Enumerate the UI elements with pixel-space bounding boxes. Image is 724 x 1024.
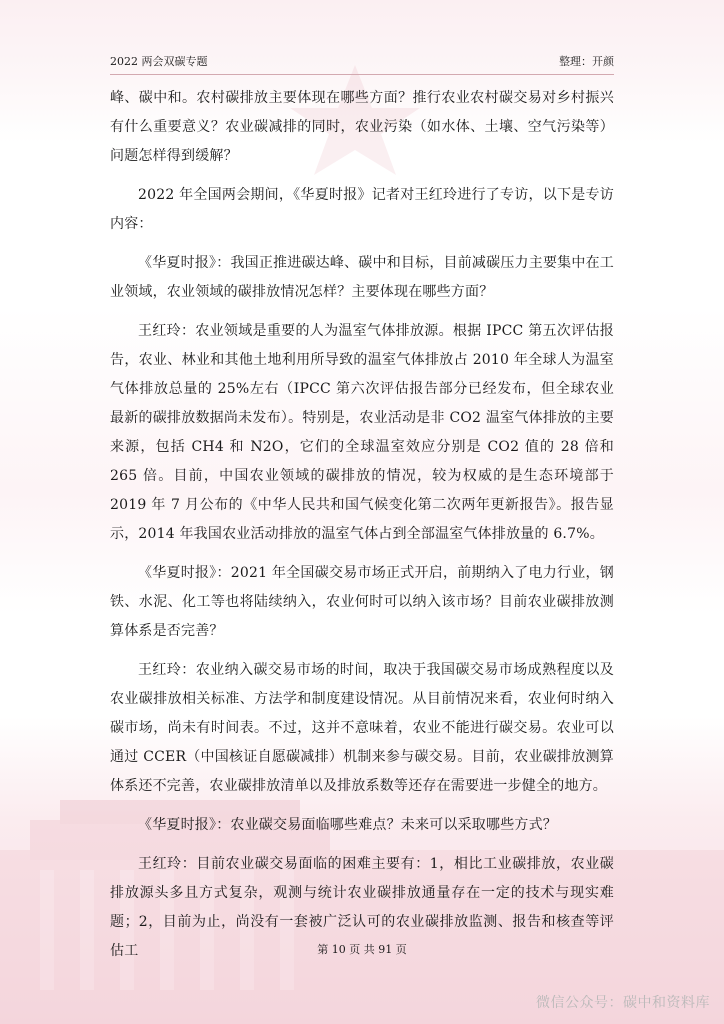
question-paragraph: 《华夏时报》：农业碳交易面临哪些难点？未来可以采取哪些方式？	[138, 817, 557, 833]
answer-paragraph: 王红玲：目前农业碳交易面临的困难主要有：1，相比工业碳排放，农业碳排放源头多且方式复杂，观测与统计农业碳排放通量存在一定的技术与现实难题；2，目前为止，尚没有一套被广泛认可的农业碳排放监测、报告和核查等评估工	[110, 856, 614, 959]
page-header	[110, 50, 614, 72]
header-author: 整理：开颜	[559, 55, 614, 68]
header-title: 2022 两会双碳专题	[110, 55, 208, 68]
wechat-watermark: 微信公众号：碳中和资料库	[536, 995, 710, 1011]
question-paragraph: 《华夏时报》：2021 年全国碳交易市场正式开启，前期纳入了电力行业，钢铁、水泥、化工等也将陆续纳入，农业何时可以纳入该市场？目前农业碳排放测算体系是否完善？	[110, 565, 614, 639]
page-number: 第 10 页 共 91 页	[317, 943, 407, 956]
paragraph-intro: 2022 年全国两会期间，《华夏时报》记者对王红玲进行了专访，以下是专访内容：	[110, 187, 614, 232]
document-body	[110, 84, 614, 976]
paragraph-continued: 峰、碳中和。农村碳排放主要体现在哪些方面？推行农业农村碳交易对乡村振兴有什么重要意义？农业碳减排的同时，农业污染（如水体、土壤、空气污染等）问题怎样得到缓解？	[110, 90, 614, 164]
header-divider	[110, 74, 614, 75]
answer-paragraph: 王红玲：农业领域是重要的人为温室气体排放源。根据 IPCC 第五次评估报告，农业、林业和其他土地利用所导致的温室气体排放占 2010 年全球人为温室气体排放总量的 25%左右（IPCC 第六次评估报告部分已经发布，但全球农业最新的碳排放数据尚未发布）。特别是，农业活动是非 CO2 温室气体排放的主要来源，包括 CH4 和 N2O，它们的全球温室效应分别是 CO2 值的 28 倍和 265 倍。目前，中国农业领域的碳排放的情况，较为权威的是生态环境部于 2019 年 7 月公布的《中华人民共和国气候变化第二次两年更新报告》。报告显示，2014 年我国农业活动排放的温室气体占到全部温室气体排放量的 6.7%。	[110, 323, 614, 542]
question-paragraph: 《华夏时报》：我国正推进碳达峰、碳中和目标，目前减碳压力主要集中在工业领域，农业领域的碳排放情况怎样？主要体现在哪些方面？	[110, 255, 614, 300]
answer-paragraph: 王红玲：农业纳入碳交易市场的时间，取决于我国碳交易市场成熟程度以及农业碳排放相关标准、方法学和制度建设情况。从目前情况来看，农业何时纳入碳市场，尚未有时间表。不过，这并不意味着，农业不能进行碳交易。农业可以通过 CCER（中国核证自愿碳减排）机制来参与碳交易。目前，农业碳排放测算体系还不完善，农业碳排放清单以及排放系数等还存在需要进一步健全的地方。	[110, 662, 614, 794]
